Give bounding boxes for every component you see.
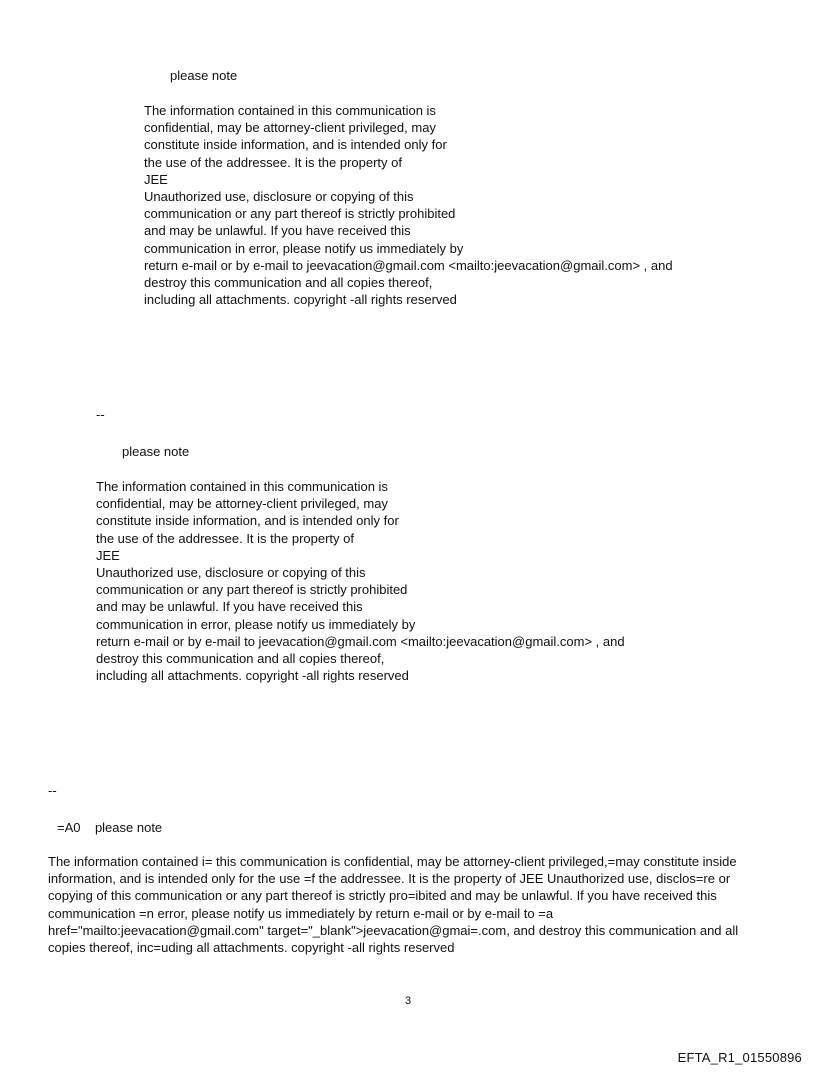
notice-3-body	[48, 853, 768, 956]
document-id: EFTA_R1_01550896	[677, 1050, 802, 1065]
notice-line: destroy this communication and all copies thereof,	[96, 651, 385, 667]
notice-line: communication or any part thereof is strictly prohibited	[96, 582, 408, 598]
notice-line: constitute inside information, and is intended only for	[144, 137, 447, 153]
notice-line: including all attachments. copyright -all rights reserved	[144, 292, 457, 308]
notice-line: return e-mail or by e-mail to jeevacation@gmail.com <mailto:jeevacation@gmail.com> , and	[96, 633, 625, 649]
notice-line: communication in error, please notify us immediately by	[144, 240, 464, 256]
page-number: 3	[404, 995, 412, 1007]
notice-paragraph: The information contained i= this communication is confidential, may be attorney-client privileged,=may constitute inside information, and is intended only for the use =f the addressee. It is the property of JEE Unauthorized use, disclos=re or copying of this communication or any part thereof is strictly pro=ibited and may be unlawful. If you have received this communication =n error, please notify us immediately by return e-mail or by e-mail to =a href="mailto:jeevacation@gmail.com" target="_blank">jeevacation@gmai=.com, and destroy this communication and all copies thereof, inc=uding all attachments. copyright -all rights reserved	[48, 854, 739, 956]
notice-line: and may be unlawful. If you have received this	[144, 223, 411, 239]
notice-line: communication in error, please notify us immediately by	[96, 616, 416, 632]
notice-line: Unauthorized use, disclosure or copying of this	[96, 565, 366, 581]
notice-line: The information contained in this communication is	[144, 103, 436, 118]
notice-line: return e-mail or by e-mail to jeevacation@gmail.com <mailto:jeevacation@gmail.com> , and	[144, 257, 673, 273]
notice-line: confidential, may be attorney-client privileged, may	[144, 120, 436, 136]
notice-line: JEE	[96, 547, 120, 563]
notice-2-body	[96, 478, 625, 684]
notice-line: the use of the addressee. It is the property of	[144, 154, 402, 170]
notice-line: and may be unlawful. If you have received this	[96, 599, 363, 615]
notice-line: The information contained in this communication is	[96, 479, 388, 494]
notice-line: confidential, may be attorney-client privileged, may	[96, 496, 388, 512]
separator-2: --	[48, 783, 57, 798]
notice-2-heading	[122, 443, 189, 460]
notice-heading: please note	[122, 444, 190, 459]
notice-line: the use of the addressee. It is the property of	[96, 530, 354, 546]
notice-line: including all attachments. copyright -all rights reserved	[96, 668, 409, 684]
notice-1-body	[144, 102, 673, 308]
notice-3-heading	[57, 819, 162, 836]
notice-heading: please note	[170, 68, 238, 83]
notice-line: constitute inside information, and is intended only for	[96, 513, 399, 529]
notice-line: JEE	[144, 171, 168, 187]
separator-1: --	[96, 407, 105, 422]
notice-line: communication or any part thereof is strictly prohibited	[144, 206, 456, 222]
notice-heading: =A0 please note	[57, 820, 163, 835]
notice-line: Unauthorized use, disclosure or copying of this	[144, 189, 414, 205]
notice-1-heading	[170, 67, 237, 84]
notice-line: destroy this communication and all copies thereof,	[144, 275, 433, 291]
